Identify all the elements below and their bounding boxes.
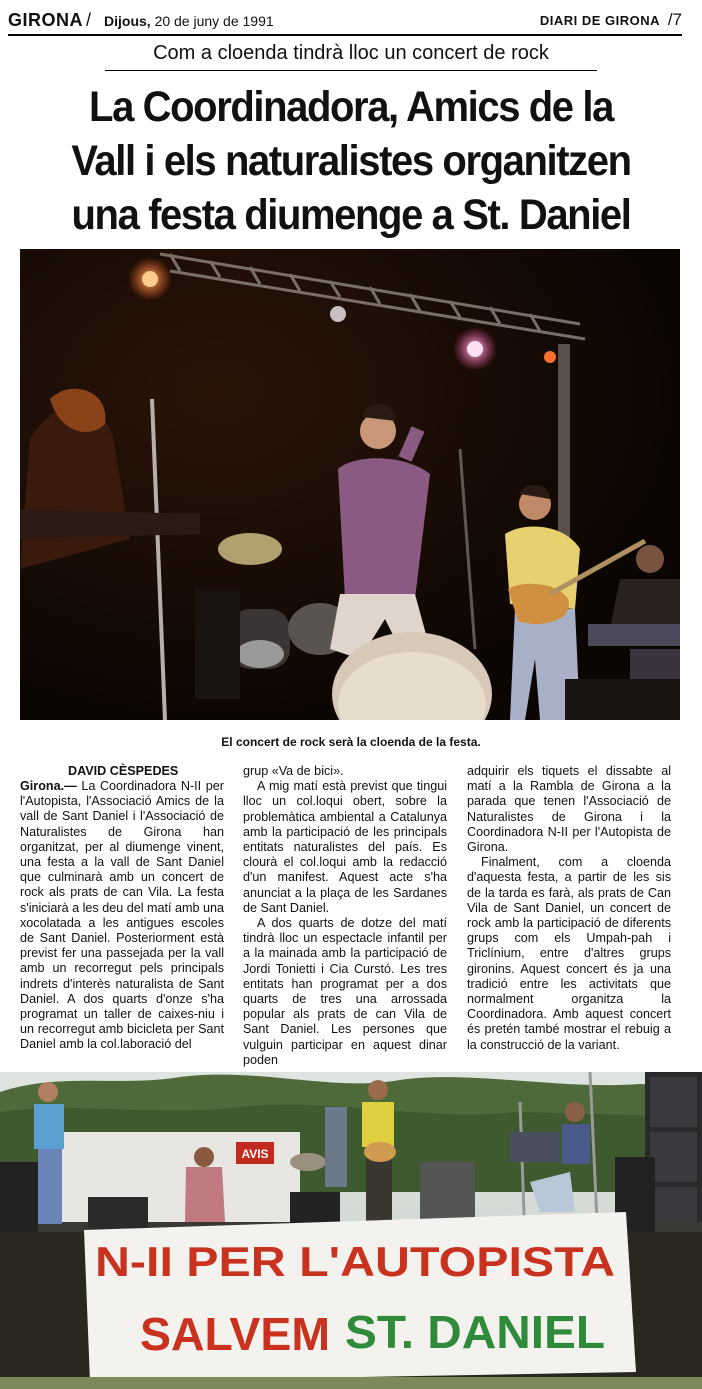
newspaper-name: DIARI DE GIRONA	[539, 13, 660, 28]
photo-caption: El concert de rock serà la cloenda de la festa.	[221, 735, 481, 749]
article-column-3	[467, 764, 671, 1053]
banner-line-1: N-II PER L'AUTOPISTA	[95, 1238, 615, 1285]
date-text: 20 de juny de 1991	[154, 13, 274, 29]
article-paragraph	[20, 779, 224, 1053]
page-number: /7	[667, 10, 682, 29]
article-body	[20, 764, 682, 1067]
concert-photo	[20, 249, 680, 720]
headline-line-2: Vall i els naturalistes organitzen	[71, 137, 631, 185]
banner-line-2-salvem: SALVEM	[140, 1308, 330, 1360]
section-name: GIRONA	[8, 10, 83, 30]
article-paragraph: A mig matí està previst que tingui lloc un col.loqui obert, sobre la problemàtica ambiental a Catalunya amb la participació de les principals entitats naturalistes del país. Es clourà el col.loqui amb la redacció d'un manifest. Aquest acte s'ha anunciat a la plaça de les Sardanes de Sant Daniel.	[243, 779, 447, 915]
weekday: Dijous,	[104, 13, 151, 29]
kicker-rule	[105, 70, 597, 71]
article-paragraph: Finalment, com a cloenda d'aquesta festa, a partir de les sis de la tarda es farà, als prats de Can Vila de Sant Daniel, un concert de rock amb la participació de diferents grups com els Umpah-pah i Triclínium, entre d'altres grups gironins. Aquest concert és ja una tradició entre les activitats que normalment organitza la Coordinadora. Amb aquest concert és pretén també mostrar el rebuig a la construcció de la variant.	[467, 855, 671, 1052]
article-paragraph: A dos quarts de dotze del matí tindrà lloc un espectacle infantil per a la mainada amb la participació de Jordi Tonietti i Cia Curstó. Les tres entitats han programat per a dos quarts de tres una arrossada popular als prats de can Vila de Sant Daniel. Les persones que vulguin participar en aquest dinar poden	[243, 916, 447, 1067]
paragraph-text: La Coordinadora N-II per l'Autopista, l'Associació Amics de la vall de Sant Daniel i l'Associació de Naturalistes de Girona han organitzat, per al diumenge vinent, una festa a la vall de Sant Daniel que culminarà amb un concert de rock als prats de can Vila. La festa s'iniciarà a les deu del matí amb una xocolatada a les antigues escoles de Sant Daniel. Posteriorment està previst fer una passejada per la vall amb un recorregut pels principals indrets d'interès naturalista de Sant Daniel. A dos quarts d'onze s'ha programat un taller de caixes-niu i un recorregut amb bicicleta per Sant Daniel amb la col.laboració del	[20, 779, 225, 1052]
masthead	[8, 8, 682, 36]
headline-line-3: una festa diumenge a St. Daniel	[71, 191, 631, 239]
stage-banner-photo	[0, 1072, 702, 1389]
article-paragraph: adquirir els tiquets el dissabte al matí a la Rambla de Girona a la parada que tenen l'Associació de Naturalistes de Girona i la Coordinadora N-II per l'Autopista de Girona.	[467, 764, 671, 855]
headline-line-1: La Coordinadora, Amics de la	[89, 83, 613, 131]
kicker: Com a cloenda tindrà lloc un concert de rock	[153, 42, 549, 64]
article-column-2	[243, 764, 447, 1068]
avis-sign-text: AVIS	[241, 1147, 269, 1161]
article-paragraph: grup «Va de bici».	[243, 764, 344, 778]
byline: DAVID CÈSPEDES	[68, 764, 179, 778]
headline	[38, 80, 665, 242]
publication-date	[104, 13, 274, 29]
dateline: Girona.—	[20, 779, 77, 793]
banner-line-2-stdaniel: ST. DANIEL	[345, 1306, 605, 1358]
article-column-1	[20, 764, 224, 1053]
masthead-separator: /	[86, 10, 92, 30]
